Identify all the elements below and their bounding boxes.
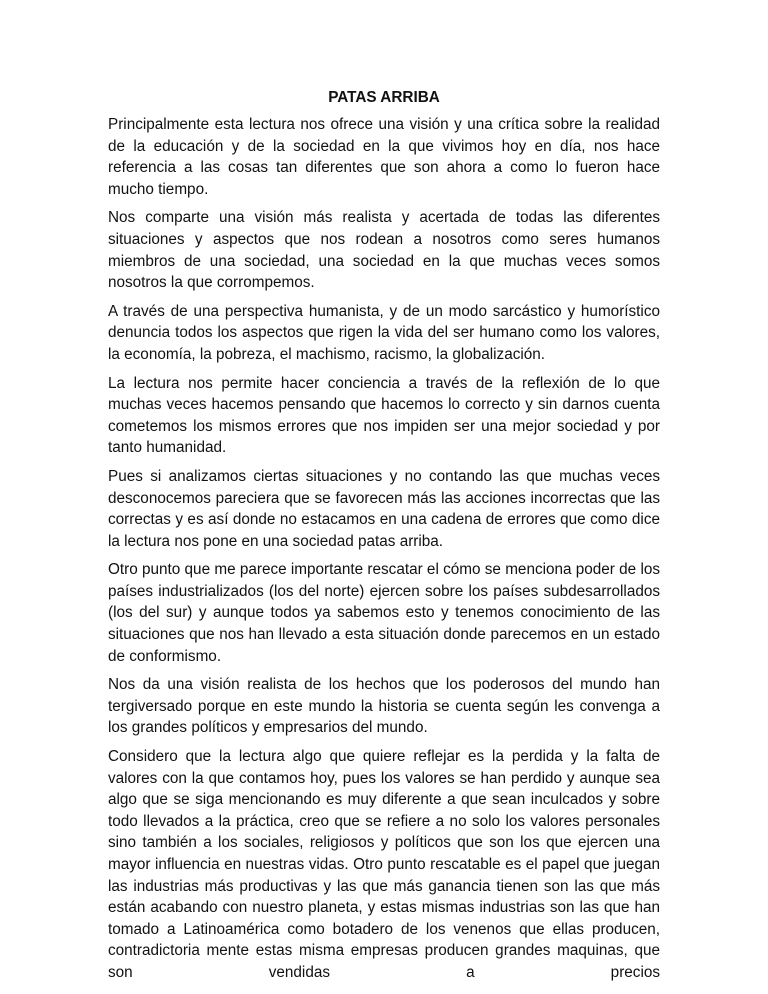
paragraph-6: Otro punto que me parece importante rescatar el cómo se menciona poder de los países industrializados (los del norte) ejercen sobre los países subdesarrollados (los del sur) y aunque todos ya sabemos esto y tenemos conocimiento de las situaciones que nos han llevado a esta situación donde parecemos en un estado de conformismo. — [108, 561, 660, 665]
paragraph-8: Considero que la lectura algo que quiere reflejar es la perdida y la falta de valores con la que contamos hoy, pues los valores se han perdido y aunque sea algo que se siga mencionando es muy diferente a que sean inculcados y sobre todo llevados a la práctica, creo que se refiere a no solo los valores personales sino también a los sociales, religiosos y políticos que son los que ejercen una mayor influencia en nuestras vidas. Otro punto rescatable es el papel que juegan las industrias más productivas y las que más ganancia tienen son las que más están acabando con nuestro planeta, y estas mismas industrias son las que han tomado a Latinoamérica como botadero de los venenos que ellas producen, contradictoria mente estas misma empresas producen grandes maquinas, que son vendidas a precios — [108, 748, 660, 981]
paragraph-1: Principalmente esta lectura nos ofrece una visión y una crítica sobre la realidad de la educación y de la sociedad en la que vivimos hoy en día, nos hace referencia a las cosas tan diferentes que son ahora a como lo fueron hace mucho tiempo. — [108, 116, 660, 198]
document-body — [108, 88, 660, 984]
paragraph-3: A través de una perspectiva humanista, y de un modo sarcástico y humorístico denuncia todos los aspectos que rigen la vida del ser humano como los valores, la economía, la pobreza, el machismo, racismo, la globalización. — [108, 302, 660, 363]
paragraph-5: Pues si analizamos ciertas situaciones y no contando las que muchas veces desconocemos pareciera que se favorecen más las acciones incorrectas que las correctas y es así donde no estacamos en una cadena de errores que como dice la lectura nos pone en una sociedad patas arriba. — [108, 467, 660, 550]
document-title: PATAS ARRIBA — [328, 89, 440, 106]
paragraph-7: Nos da una visión realista de los hechos que los poderosos del mundo han tergiversado porque en este mundo la historia se cuenta según les convenga a los grandes políticos y empresarios del mundo. — [108, 676, 660, 737]
paragraph-2: Nos comparte una visión más realista y acertada de todas las diferentes situaciones y aspectos que nos rodean a nosotros como seres humanos miembros de una sociedad, una sociedad en la que muchas veces somos nosotros la que corrompemos. — [108, 209, 660, 292]
paragraph-4: La lectura nos permite hacer conciencia a través de la reflexión de lo que muchas veces hacemos pensando que hacemos lo correcto y sin darnos cuenta cometemos los mismos errores que nos impiden ser una mejor sociedad y por tanto humanidad. — [108, 374, 660, 457]
